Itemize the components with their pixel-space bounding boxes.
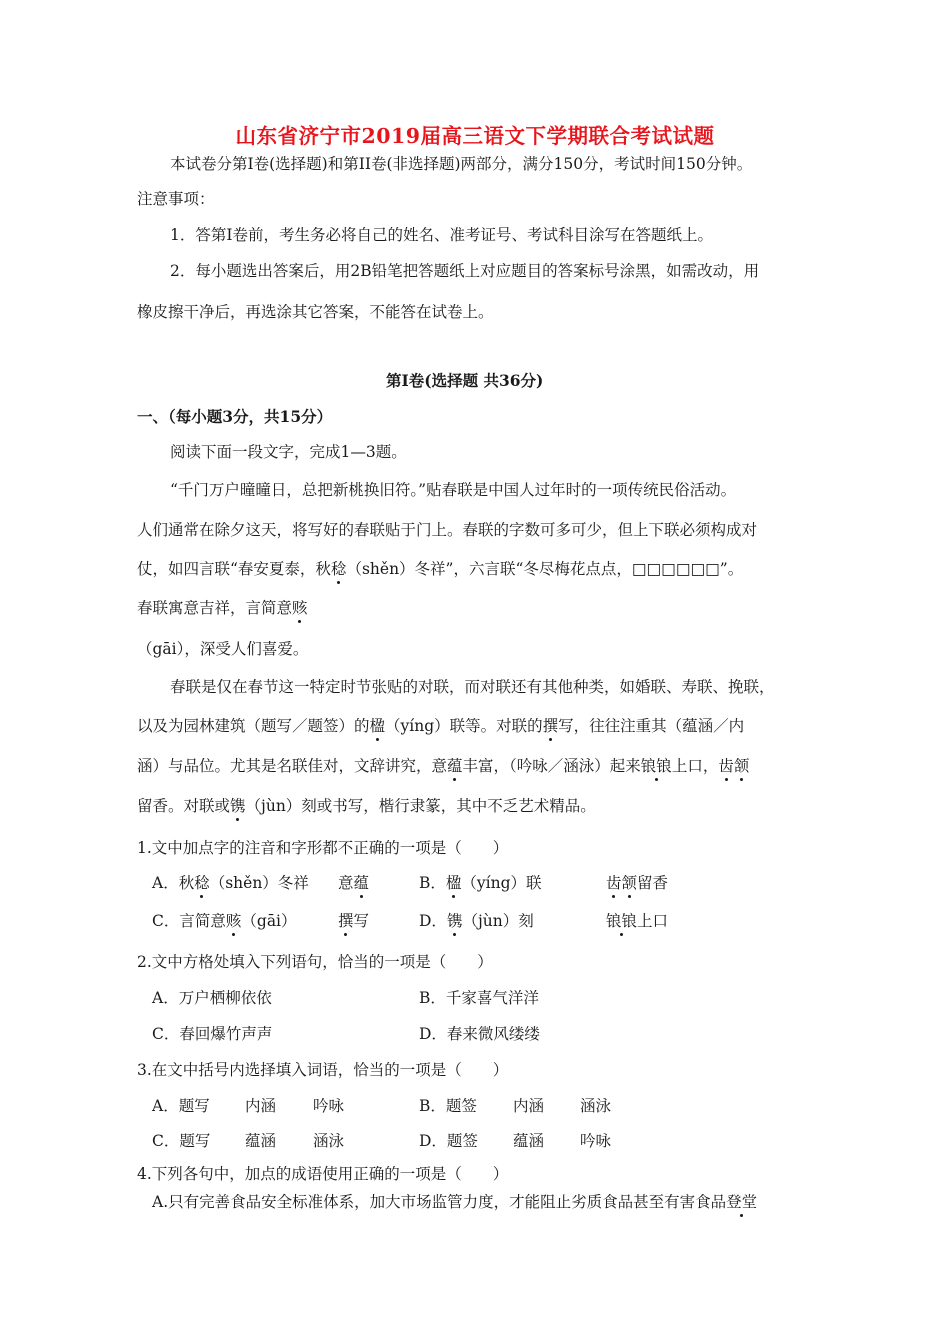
q2-option-a: A．万户栖柳依依 [152, 989, 272, 1007]
dotted-char: 稔 [330, 560, 347, 578]
dotted-char: 赅 [225, 912, 242, 930]
q1-option-c [152, 911, 297, 931]
notice-item-2-line-1: 2．每小题选出答案后，用2B铅笔把答题纸上对应题目的答案标号涂黑，如需改动，用 [170, 262, 760, 280]
question-1-stem: 1.文中加点字的注音和字形都不正确的一项是（ ） [137, 839, 509, 857]
q3-option-a-1: A．题写 [152, 1097, 210, 1115]
q2-option-b: B．千家喜气洋洋 [419, 989, 539, 1007]
q1-option-a [152, 873, 309, 893]
q3-option-d-1: D．题签 [419, 1132, 478, 1150]
text-run: （gāi） [241, 912, 297, 930]
passage-line: “千门万户曈曈日，总把新桃换旧符。”贴春联是中国人过年时的一项传统民俗活动。 [170, 481, 737, 499]
q3-option-a-2: 内涵 [245, 1097, 277, 1115]
dotted-char: 赅 [292, 599, 308, 617]
passage-line [137, 598, 308, 618]
dotted-char: 齿 [606, 874, 622, 892]
q1-option-b [419, 873, 542, 893]
dotted-char: 登堂 [726, 1193, 758, 1211]
dotted-char: 锒锒 [640, 757, 672, 775]
passage-line [137, 716, 744, 736]
dotted-char: 镌 [446, 912, 463, 930]
text-run: （yíng）联 [461, 874, 542, 892]
text-run: A.只有完善食品安全标准体系，加大市场监管力度，才能阻止劣质食品甚至有害食品 [152, 1193, 727, 1211]
q1-option-a-word [338, 873, 369, 893]
text-run: （shěn）冬祥”，六言联“冬尽梅花点点，□□□□□□”。 [346, 560, 744, 578]
text-run: 留香 [637, 874, 669, 892]
q3-option-b-1: B．题签 [419, 1097, 477, 1115]
dotted-char: 颔 [733, 757, 750, 775]
text-run: 写，往往注重其（蕴涵／内 [558, 717, 745, 735]
part-heading: 一、（每小题3分，共15分） [137, 407, 333, 426]
section-title: 第Ⅰ卷(选择题 共36分) [386, 371, 544, 390]
text-run: 仗，如四言联“春安夏泰，秋 [137, 560, 331, 578]
dotted-char: 稔 [194, 874, 210, 892]
text-run: D． [419, 912, 447, 930]
dotted-char: 锒锒 [606, 912, 638, 930]
passage-line: （gāi），深受人们喜爱。 [137, 640, 309, 658]
q2-option-c: C．春回爆竹声声 [152, 1025, 273, 1043]
text-run: （jùn）刻或书写，楷行隶篆，其中不乏艺术精品。 [245, 797, 596, 815]
passage-line [137, 796, 596, 816]
dotted-char: 撰 [338, 912, 354, 930]
question-2-stem: 2.文中方格处填入下列语句，恰当的一项是（ ） [137, 953, 493, 971]
text-run: （yíng）联等。对联的 [385, 717, 543, 735]
q3-option-d-2: 蕴涵 [513, 1132, 545, 1150]
dotted-char: 蕴 [447, 757, 463, 775]
notice-item-2-line-2: 橡皮擦干净后，再选涂其它答案，不能答在试卷上。 [137, 303, 494, 321]
notice-heading: 注意事项： [137, 190, 215, 208]
page-title: 山东省济宁市2019届高三语文下学期联合考试试题 [235, 124, 715, 148]
passage-line: 人们通常在除夕这天，将写好的春联贴于门上。春联的字数可多可少，但上下联必须构成对 [137, 521, 758, 539]
text-run: 丰富，（吟咏／涵泳）起来 [462, 757, 641, 775]
text-run: 写 [353, 912, 370, 930]
dotted-char: 楹 [445, 874, 462, 892]
q3-option-b-3: 涵泳 [580, 1097, 612, 1115]
q3-option-a-3: 吟咏 [313, 1097, 345, 1115]
reading-instruction: 阅读下面一段文字，完成1—3题。 [170, 443, 407, 461]
q3-option-c-1: C．题写 [152, 1132, 211, 1150]
text-run: 上口， [671, 757, 719, 775]
dotted-char: 齿 [718, 757, 734, 775]
passage-line [137, 756, 749, 776]
q3-option-d-3: 吟咏 [580, 1132, 612, 1150]
text-run: B． [419, 874, 446, 892]
exam-intro: 本试卷分第Ⅰ卷(选择题)和第II卷(非选择题)两部分，满分150分，考试时间150分钟。 [170, 155, 753, 173]
text-run: 涵）与品位。尤其是名联佳对，文辞讲究，意 [137, 757, 448, 775]
q1-option-d-word [606, 911, 668, 931]
q1-option-b-word [606, 873, 668, 893]
text-run: 春联寓意吉祥，言简意 [137, 599, 293, 617]
passage-line [137, 559, 743, 579]
text-run: A．秋 [152, 874, 195, 892]
dotted-char: 撰 [542, 717, 559, 735]
q3-option-c-2: 蕴涵 [245, 1132, 277, 1150]
q3-option-b-2: 内涵 [513, 1097, 545, 1115]
dotted-char: 蕴 [353, 874, 370, 892]
text-run: （jùn）刻 [462, 912, 534, 930]
text-run: 留香。对联或 [137, 797, 231, 815]
text-run: C．言简意 [152, 912, 226, 930]
text-run: 意 [338, 874, 354, 892]
q1-option-d [419, 911, 534, 931]
dotted-char: 楹 [369, 717, 386, 735]
text-run: 上口 [637, 912, 669, 930]
q1-option-c-word [338, 911, 369, 931]
text-run: （shěn）冬祥 [209, 874, 309, 892]
question-3-stem: 3.在文中括号内选择填入词语，恰当的一项是（ ） [137, 1061, 509, 1079]
question-4-stem: 4.下列各句中，加点的成语使用正确的一项是（ ） [137, 1165, 509, 1183]
q4-option-a [152, 1192, 757, 1212]
dotted-char: 颔 [621, 874, 638, 892]
notice-item-1: 1．答第Ⅰ卷前，考生务必将自己的姓名、准考证号、考试科目涂写在答题纸上。 [170, 226, 713, 244]
q2-option-d: D．春来微风缕缕 [419, 1025, 540, 1043]
q3-option-c-3: 涵泳 [313, 1132, 345, 1150]
dotted-char: 镌 [230, 797, 246, 815]
text-run: 以及为园林建筑（题写／题签）的 [137, 717, 370, 735]
passage-line: 春联是仅在春节这一特定时节张贴的对联，而对联还有其他种类，如婚联、寿联、挽联， [170, 678, 775, 696]
